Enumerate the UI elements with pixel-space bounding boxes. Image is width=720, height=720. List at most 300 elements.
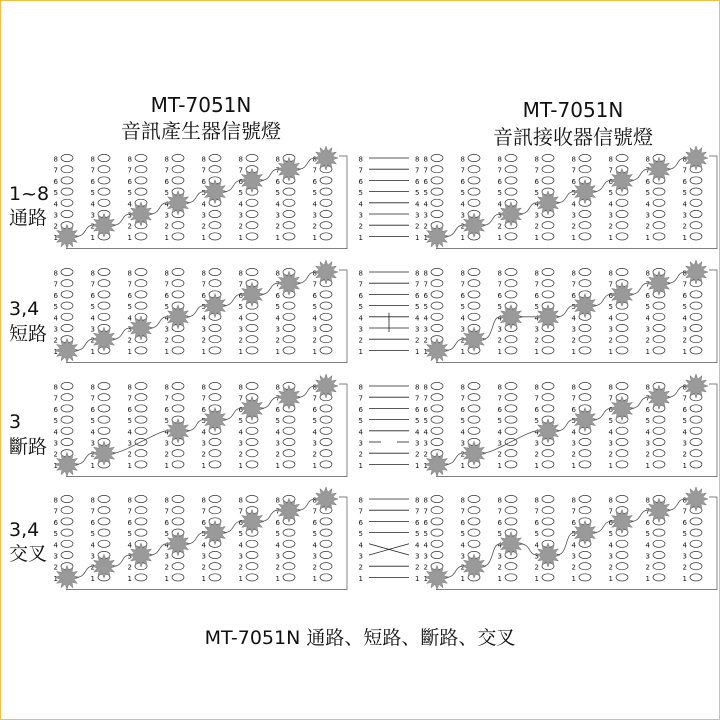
generator-p4-c1-pin-8-label: 8	[53, 496, 58, 505]
generator-p3-c4-pin-1-label: 1	[164, 461, 169, 470]
receiver-p1-c5-pin-8-lamp	[579, 154, 591, 161]
receiver-p4-c2-pin-3-label: 3	[460, 552, 465, 561]
cable-p1-right-pin-4: 4	[415, 200, 420, 209]
receiver-p4-c8-pin-4-label: 4	[682, 541, 687, 550]
receiver-p1-c3-pin-1-label: 1	[497, 233, 502, 242]
receiver-p3-c2-pin-7-label: 7	[460, 394, 465, 403]
receiver-p3-lit-lamp-2	[462, 441, 486, 465]
generator-p2-c2-pin-8-lamp	[98, 268, 110, 275]
generator-p2-c5-pin-2-label: 2	[201, 336, 206, 345]
receiver-p3-c5-pin-4-label: 4	[571, 428, 576, 437]
cable-p3-left-pin-1: 1	[358, 461, 363, 470]
generator-p1-c7-pin-1-label: 1	[275, 233, 280, 242]
receiver-p1-lit-lamp-8	[684, 146, 708, 170]
receiver-p1-c5-pin-6-label: 6	[571, 177, 576, 186]
receiver-p3-c5-pin-8-lamp	[579, 382, 591, 389]
cable-p4-right-pin-4: 4	[415, 541, 420, 550]
generator-p3-c8-pin-6-lamp	[320, 405, 332, 412]
generator-p4-c8-pin-4-label: 4	[312, 541, 317, 550]
generator-p2-c7-pin-5-label: 5	[275, 303, 280, 312]
receiver-p4-c6-pin-8-lamp	[616, 495, 628, 502]
receiver-p1-c1-pin-2-label: 2	[423, 222, 428, 231]
generator-p1-c4-pin-3-label: 3	[164, 211, 169, 220]
generator-p3-c8-pin-8-label: 8	[312, 383, 317, 392]
generator-p1-c8-pin-4-label: 4	[312, 200, 317, 209]
generator-p1-c2-pin-3-label: 3	[90, 211, 95, 220]
generator-p4-c1-pin-6-lamp	[61, 518, 73, 525]
panel-1-label-line2: 通路	[9, 207, 48, 229]
cable-p4-right-pin-1: 1	[415, 574, 420, 583]
cable-p1-left-pin-8: 8	[358, 155, 363, 164]
receiver-p4-lit-lamp-7	[647, 498, 671, 522]
panel-1-label-line1: 1~8	[9, 183, 50, 205]
generator-p3-c8-pin-1-lamp	[320, 461, 332, 468]
receiver-p4-c2-pin-7-label: 7	[460, 507, 465, 516]
generator-p4-c8-pin-2-lamp	[320, 563, 332, 570]
receiver-p4-c2-pin-8-lamp	[468, 495, 480, 502]
receiver-p3-c2-pin-2-label: 2	[460, 450, 465, 459]
cable-p2-left-pin-4: 4	[358, 314, 363, 323]
generator-p1-c8-pin-2-lamp	[320, 222, 332, 229]
receiver-p1-c8-pin-4-lamp	[690, 199, 702, 206]
generator-p3-c2-pin-3-label: 3	[90, 439, 95, 448]
receiver-p4-c6-pin-1-label: 1	[608, 574, 613, 583]
cable-p3-left-pin-2: 2	[358, 450, 363, 459]
generator-p1-c6-pin-1-lamp	[246, 233, 258, 240]
receiver-p2-c2-pin-8-lamp	[468, 268, 480, 275]
generator-p2-c1-pin-8-label: 8	[53, 269, 58, 278]
receiver-p1-c2-pin-8-lamp	[468, 154, 480, 161]
generator-p4-c2-pin-2-label: 2	[90, 563, 95, 572]
receiver-p2-lit-lamp-6	[610, 282, 634, 306]
generator-p2-c4-pin-7-label: 7	[164, 280, 169, 289]
generator-p3-c7-pin-1-lamp	[283, 461, 295, 468]
receiver-p4-c8-pin-6-label: 6	[682, 518, 687, 527]
receiver-p4-c8-pin-1-lamp	[690, 574, 702, 581]
receiver-p4-c7-pin-2-label: 2	[645, 563, 650, 572]
panel-4-label-line2: 交叉	[9, 543, 48, 565]
generator-p1-c5-pin-4-label: 4	[201, 200, 206, 209]
receiver-p2-c4-pin-3-label: 3	[534, 325, 539, 334]
cable-p2-left-pin-1: 1	[358, 347, 363, 356]
generator-p2-c5-pin-3-lamp	[209, 324, 221, 331]
generator-p4-c3-pin-7-label: 7	[127, 507, 132, 516]
generator-p1-c1-pin-1-label: 1	[53, 233, 58, 242]
generator-p1-c3-pin-7-label: 7	[127, 166, 132, 175]
generator-p3-c1-pin-5-lamp	[61, 416, 73, 423]
receiver-p4-c7-pin-8-label: 8	[645, 496, 650, 505]
generator-p3-c6-pin-4-lamp	[246, 427, 258, 434]
generator-p1-c6-pin-3-lamp	[246, 210, 258, 217]
generator-p2-c1-pin-3-label: 3	[53, 325, 58, 334]
receiver-p4-c5-pin-4-label: 4	[571, 541, 576, 550]
generator-p1-c8-pin-5-lamp	[320, 188, 332, 195]
receiver-p2-c3-pin-8-label: 8	[497, 269, 502, 278]
generator-p1-c3-pin-4-label: 4	[127, 200, 132, 209]
generator-p2-c7-pin-3-lamp	[283, 324, 295, 331]
receiver-p4-c6-pin-3-label: 3	[608, 552, 613, 561]
receiver-p4-c7-pin-4-lamp	[653, 540, 665, 547]
receiver-p2-c7-pin-7-label: 7	[645, 280, 650, 289]
cable-p3-left-pin-5: 5	[358, 417, 363, 426]
receiver-p3-c8-pin-6-lamp	[690, 405, 702, 412]
generator-p2-c6-pin-1-label: 1	[238, 347, 243, 356]
generator-p2-c1-pin-7-lamp	[61, 280, 73, 287]
generator-p3-c6-pin-2-lamp	[246, 450, 258, 457]
receiver-p4-c8-pin-3-label: 3	[682, 552, 687, 561]
generator-p2-c1-pin-6-lamp	[61, 291, 73, 298]
cable-p2-left-pin-8: 8	[358, 269, 363, 278]
receiver-p4-c5-pin-1-lamp	[579, 574, 591, 581]
generator-p4-c1-pin-6-label: 6	[53, 518, 58, 527]
receiver-p2-c1-pin-6-lamp	[431, 291, 443, 298]
receiver-p1-lit-lamp-5	[571, 177, 597, 204]
generator-p3-c6-pin-5-label: 5	[238, 417, 243, 426]
receiver-p3-c5-pin-7-lamp	[579, 394, 591, 401]
receiver-p1-c7-pin-4-lamp	[653, 199, 665, 206]
receiver-p3-c5-pin-7-label: 7	[571, 394, 576, 403]
generator-p3-c3-pin-7-lamp	[135, 394, 147, 401]
receiver-p2-c4-pin-5-label: 5	[534, 303, 539, 312]
generator-p4-c4-pin-7-lamp	[172, 507, 184, 514]
generator-p2-c8-pin-6-label: 6	[312, 291, 317, 300]
receiver-p1-c7-pin-3-lamp	[653, 210, 665, 217]
generator-p1-c3-pin-7-lamp	[135, 166, 147, 173]
generator-p1-c2-pin-2-label: 2	[90, 222, 95, 231]
generator-p3-c6-pin-7-label: 7	[238, 394, 243, 403]
receiver-p2-c4-pin-7-lamp	[542, 280, 554, 287]
receiver-p1-c3-pin-5-label: 5	[497, 189, 502, 198]
generator-p4-c4-pin-8-label: 8	[164, 496, 169, 505]
generator-p4-c3-pin-2-label: 2	[127, 563, 132, 572]
receiver-p2-c7-pin-2-label: 2	[645, 336, 650, 345]
receiver-p1-lit-lamp-7	[647, 157, 671, 181]
receiver-p1-c3-pin-2-label: 2	[497, 222, 502, 231]
generator-p2-c3-pin-1-label: 1	[127, 347, 132, 356]
receiver-p2-lit-lamp-5	[571, 291, 597, 318]
generator-p1-c8-pin-6-lamp	[320, 177, 332, 184]
receiver-p1-c6-pin-3-lamp	[616, 210, 628, 217]
generator-p1-c7-pin-5-lamp	[283, 188, 295, 195]
receiver-p1-c7-pin-2-label: 2	[645, 222, 650, 231]
generator-p3-c1-pin-8-lamp	[61, 382, 73, 389]
generator-p1-c8-pin-3-label: 3	[312, 211, 317, 220]
receiver-p4-c8-pin-2-lamp	[690, 563, 702, 570]
generator-p1-c1-pin-7-label: 7	[53, 166, 58, 175]
receiver-p2-c8-pin-7-label: 7	[682, 280, 687, 289]
generator-p3-c5-pin-7-lamp	[209, 394, 221, 401]
receiver-p4-c3-pin-2-lamp	[505, 563, 517, 570]
generator-p1-c5-pin-3-lamp	[209, 210, 221, 217]
cable-p1-left-pin-2: 2	[358, 222, 363, 231]
left-model-title: MT-7051N	[150, 93, 252, 117]
receiver-p2-c7-pin-5-lamp	[653, 302, 665, 309]
receiver-p2-lit-lamp-2	[462, 327, 486, 351]
receiver-p3-c2-pin-6-lamp	[468, 405, 480, 412]
generator-p3-c4-pin-6-lamp	[172, 405, 184, 412]
receiver-p4-c8-pin-8-label: 8	[682, 496, 687, 505]
generator-p2-c3-pin-2-label: 2	[127, 336, 132, 345]
generator-p1-c2-pin-6-label: 6	[90, 177, 95, 186]
receiver-p4-c1-pin-3-label: 3	[423, 552, 428, 561]
generator-p4-c6-pin-1-label: 1	[238, 574, 243, 583]
receiver-p3-c5-pin-2-label: 2	[571, 450, 576, 459]
receiver-p4-c6-pin-2-lamp	[616, 563, 628, 570]
receiver-p2-c7-pin-1-label: 1	[645, 347, 650, 356]
receiver-p2-c8-pin-6-label: 6	[682, 291, 687, 300]
generator-p1-c4-pin-5-label: 5	[164, 189, 169, 198]
generator-p4-lit-lamp-3	[129, 543, 153, 567]
receiver-p2-c5-pin-3-lamp	[579, 324, 591, 331]
cable-p1-left-pin-6: 6	[358, 177, 363, 186]
receiver-p3-c5-pin-3-lamp	[579, 438, 591, 445]
generator-p1-c7-pin-2-label: 2	[275, 222, 280, 231]
generator-p1-c5-pin-8-lamp	[209, 154, 221, 161]
receiver-p1-c3-pin-6-lamp	[505, 177, 517, 184]
generator-p3-c4-pin-2-lamp	[172, 450, 184, 457]
receiver-p3-c1-pin-6-lamp	[431, 405, 443, 412]
receiver-p2-c8-pin-5-label: 5	[682, 303, 687, 312]
receiver-p1-c3-pin-4-label: 4	[497, 200, 502, 209]
receiver-p1-c8-pin-8-label: 8	[682, 155, 687, 164]
generator-p3-c3-pin-8-lamp	[135, 382, 147, 389]
receiver-p1-c7-pin-7-label: 7	[645, 166, 650, 175]
generator-p2-c8-pin-3-label: 3	[312, 325, 317, 334]
receiver-p2-c8-pin-6-lamp	[690, 291, 702, 298]
generator-p1-c4-pin-1-label: 1	[164, 233, 169, 242]
generator-p1-c7-pin-3-label: 3	[275, 211, 280, 220]
generator-p2-c1-pin-4-label: 4	[53, 314, 58, 323]
generator-p3-c1-pin-6-lamp	[61, 405, 73, 412]
generator-p4-c2-pin-5-lamp	[98, 529, 110, 536]
generator-p1-c8-pin-7-label: 7	[312, 166, 317, 175]
generator-p1-c7-pin-8-label: 8	[275, 155, 280, 164]
generator-p1-c5-pin-8-label: 8	[201, 155, 206, 164]
panel-3-label-line2: 斷路	[9, 436, 48, 458]
cable-p2-left-pin-6: 6	[358, 291, 363, 300]
generator-p2-c7-pin-3-label: 3	[275, 325, 280, 334]
receiver-p2-c3-pin-2-lamp	[505, 336, 517, 343]
receiver-p1-c4-pin-8-label: 8	[534, 155, 539, 164]
receiver-p4-c3-pin-6-label: 6	[497, 518, 502, 527]
receiver-p3-c3-pin-2-label: 2	[497, 450, 502, 459]
generator-p1-c6-pin-8-lamp	[246, 154, 258, 161]
generator-p1-c4-pin-2-lamp	[172, 222, 184, 229]
generator-p2-c1-pin-2-label: 2	[53, 336, 58, 345]
cable-p2-left-pin-2: 2	[358, 336, 363, 345]
generator-p2-c4-pin-4-label: 4	[164, 314, 169, 323]
generator-p4-c5-pin-3-label: 3	[201, 552, 206, 561]
generator-p2-c8-pin-2-lamp	[320, 336, 332, 343]
generator-p3-c4-pin-3-label: 3	[164, 439, 169, 448]
receiver-p4-c5-pin-6-label: 6	[571, 518, 576, 527]
generator-p2-c1-pin-5-label: 5	[53, 303, 58, 312]
generator-p2-lit-lamp-4	[166, 305, 190, 329]
generator-p1-c2-pin-7-lamp	[98, 166, 110, 173]
receiver-p4-c7-pin-5-lamp	[653, 529, 665, 536]
generator-p2-c8-pin-1-label: 1	[312, 347, 317, 356]
generator-p4-c1-pin-5-lamp	[61, 529, 73, 536]
generator-p4-c6-pin-3-label: 3	[238, 552, 243, 561]
receiver-p3-c5-pin-2-lamp	[579, 450, 591, 457]
generator-p3-c8-pin-3-lamp	[320, 438, 332, 445]
receiver-p1-c8-pin-5-label: 5	[682, 189, 687, 198]
receiver-p3-c2-pin-3-label: 3	[460, 439, 465, 448]
receiver-p3-c4-pin-8-lamp	[542, 382, 554, 389]
receiver-p1-c1-pin-6-lamp	[431, 177, 443, 184]
generator-p4-c4-pin-3-label: 3	[164, 552, 169, 561]
generator-p2-c4-pin-6-label: 6	[164, 291, 169, 300]
generator-p1-c3-pin-3-label: 3	[127, 211, 132, 220]
generator-p3-lit-lamp-5	[201, 405, 227, 432]
cable-p3-left-pin-6: 6	[358, 405, 363, 414]
generator-p3-lit-lamp-1	[55, 452, 79, 476]
receiver-p3-c4-pin-4-label: 4	[534, 428, 539, 437]
receiver-p3-c6-pin-7-label: 7	[608, 394, 613, 403]
generator-p4-c5-pin-7-label: 7	[201, 507, 206, 516]
generator-p4-lit-lamp-4	[166, 532, 190, 556]
generator-p4-c7-pin-5-label: 5	[275, 530, 280, 539]
generator-p3-c1-pin-8-label: 8	[53, 383, 58, 392]
receiver-p1-c2-pin-5-label: 5	[460, 189, 465, 198]
generator-p3-c6-pin-1-lamp	[246, 461, 258, 468]
receiver-p4-c2-pin-8-label: 8	[460, 496, 465, 505]
receiver-p1-c2-pin-4-label: 4	[460, 200, 465, 209]
cable-p1-left-pin-1: 1	[358, 233, 363, 242]
receiver-p1-c6-pin-1-lamp	[616, 233, 628, 240]
generator-p2-c5-pin-1-lamp	[209, 347, 221, 354]
receiver-p1-c1-pin-1-label: 1	[423, 233, 428, 242]
receiver-p1-lit-lamp-3	[499, 202, 523, 226]
receiver-p1-c1-pin-3-label: 3	[423, 211, 428, 220]
receiver-p4-c4-pin-4-label: 4	[534, 541, 539, 550]
receiver-p2-lit-lamp-4	[536, 305, 560, 329]
receiver-p1-c6-pin-2-lamp	[616, 222, 628, 229]
generator-p4-c4-pin-1-label: 1	[164, 574, 169, 583]
generator-p4-lit-lamp-1	[55, 565, 79, 589]
generator-p2-c8-pin-4-lamp	[320, 313, 332, 320]
generator-p4-c5-pin-1-lamp	[209, 574, 221, 581]
generator-p1-c1-pin-5-label: 5	[53, 189, 58, 198]
generator-p4-c6-pin-8-label: 8	[238, 496, 243, 505]
generator-p4-c8-pin-2-label: 2	[312, 563, 317, 572]
generator-p3-lit-lamp-7	[277, 385, 301, 409]
receiver-p4-c4-pin-2-label: 2	[534, 563, 539, 572]
receiver-p2-c6-pin-6-label: 6	[608, 291, 613, 300]
generator-p1-c1-pin-4-lamp	[61, 199, 73, 206]
receiver-p3-c3-pin-6-lamp	[505, 405, 517, 412]
receiver-p3-c7-pin-3-lamp	[653, 438, 665, 445]
generator-p4-c6-pin-8-lamp	[246, 495, 258, 502]
receiver-p4-c2-pin-2-label: 2	[460, 563, 465, 572]
generator-p2-c5-pin-4-label: 4	[201, 314, 206, 323]
generator-p4-c5-pin-6-label: 6	[201, 518, 206, 527]
receiver-p1-c7-pin-1-label: 1	[645, 233, 650, 242]
generator-p1-c1-pin-5-lamp	[61, 188, 73, 195]
cable-p3-right-pin-7: 7	[415, 394, 420, 403]
receiver-p3-c6-pin-1-lamp	[616, 461, 628, 468]
generator-p3-c1-pin-4-lamp	[61, 427, 73, 434]
receiver-p1-c8-pin-3-lamp	[690, 210, 702, 217]
generator-p1-c2-pin-4-lamp	[98, 199, 110, 206]
generator-p1-c4-pin-7-lamp	[172, 166, 184, 173]
generator-p1-c3-pin-5-label: 5	[127, 189, 132, 198]
generator-p3-c1-pin-7-label: 7	[53, 394, 58, 403]
receiver-p4-c1-pin-5-label: 5	[423, 530, 428, 539]
generator-p4-c8-pin-8-label: 8	[312, 496, 317, 505]
receiver-p1-c3-pin-3-label: 3	[497, 211, 502, 220]
generator-p4-c7-pin-1-label: 1	[275, 574, 280, 583]
generator-p1-c3-pin-8-label: 8	[127, 155, 132, 164]
cable-p2-right-pin-1: 1	[415, 347, 420, 356]
generator-p3-c4-pin-7-lamp	[172, 394, 184, 401]
receiver-p2-c5-pin-7-lamp	[579, 280, 591, 287]
right-model-title: MT-7051N	[522, 98, 624, 122]
receiver-p1-c1-pin-3-lamp	[431, 210, 443, 217]
generator-p3-c3-pin-4-lamp	[135, 427, 147, 434]
generator-p3-c3-pin-6-lamp	[135, 405, 147, 412]
generator-p2-c8-pin-3-lamp	[320, 324, 332, 331]
receiver-p1-c2-pin-4-lamp	[468, 199, 480, 206]
generator-p2-c3-pin-5-label: 5	[127, 303, 132, 312]
cable-p4-left-pin-8: 8	[358, 496, 363, 505]
cable-p1-right-pin-3: 3	[415, 211, 420, 220]
receiver-p3-c1-pin-8-lamp	[431, 382, 443, 389]
receiver-p2-c8-pin-1-label: 1	[682, 347, 687, 356]
receiver-p2-c8-pin-5-lamp	[690, 302, 702, 309]
receiver-p2-c6-pin-4-lamp	[616, 313, 628, 320]
generator-p2-c3-pin-8-lamp	[135, 268, 147, 275]
receiver-p4-c7-pin-1-lamp	[653, 574, 665, 581]
generator-p4-c3-pin-8-lamp	[135, 495, 147, 502]
receiver-p2-c8-pin-8-label: 8	[682, 269, 687, 278]
receiver-p4-c4-pin-3-label: 3	[534, 552, 539, 561]
receiver-p1-c3-pin-6-label: 6	[497, 177, 502, 186]
generator-p4-c7-pin-1-lamp	[283, 574, 295, 581]
cable-p3-left-pin-8: 8	[358, 383, 363, 392]
generator-p1-c8-pin-3-lamp	[320, 210, 332, 217]
generator-p4-c8-pin-3-lamp	[320, 551, 332, 558]
generator-p3-c6-pin-8-lamp	[246, 382, 258, 389]
generator-p2-lit-lamp-3	[129, 316, 153, 340]
receiver-p1-c1-pin-8-label: 8	[423, 155, 428, 164]
generator-p4-c7-pin-4-lamp	[283, 540, 295, 547]
generator-p1-c7-pin-4-label: 4	[275, 200, 280, 209]
receiver-p1-c7-pin-5-lamp	[653, 188, 665, 195]
receiver-p4-c3-pin-1-label: 1	[497, 574, 502, 583]
generator-p3-c4-pin-7-label: 7	[164, 394, 169, 403]
cable-p4-left-pin-7: 7	[358, 507, 363, 516]
generator-p3-c5-pin-8-lamp	[209, 382, 221, 389]
receiver-p3-c1-pin-5-lamp	[431, 416, 443, 423]
cable-p4-right-pin-5: 5	[415, 530, 420, 539]
receiver-p4-c1-pin-8-lamp	[431, 495, 443, 502]
generator-p3-c7-pin-5-lamp	[283, 416, 295, 423]
receiver-p2-c2-pin-7-lamp	[468, 280, 480, 287]
receiver-p3-c3-pin-2-lamp	[505, 450, 517, 457]
generator-p3-c8-pin-1-label: 1	[312, 461, 317, 470]
receiver-p4-c5-pin-1-label: 1	[571, 574, 576, 583]
generator-p2-c3-pin-1-lamp	[135, 347, 147, 354]
receiver-p4-c4-pin-1-lamp	[542, 574, 554, 581]
right-device-title: 音訊接收器信號燈	[493, 125, 653, 149]
panel-4-label-line1: 3,4	[9, 519, 40, 541]
generator-p2-lit-lamp-1	[55, 338, 79, 362]
cable-p1-right-pin-5: 5	[415, 189, 420, 198]
generator-p2-c7-pin-7-label: 7	[275, 280, 280, 289]
receiver-p1-c2-pin-2-label: 2	[460, 222, 465, 231]
generator-p4-c4-pin-2-label: 2	[164, 563, 169, 572]
